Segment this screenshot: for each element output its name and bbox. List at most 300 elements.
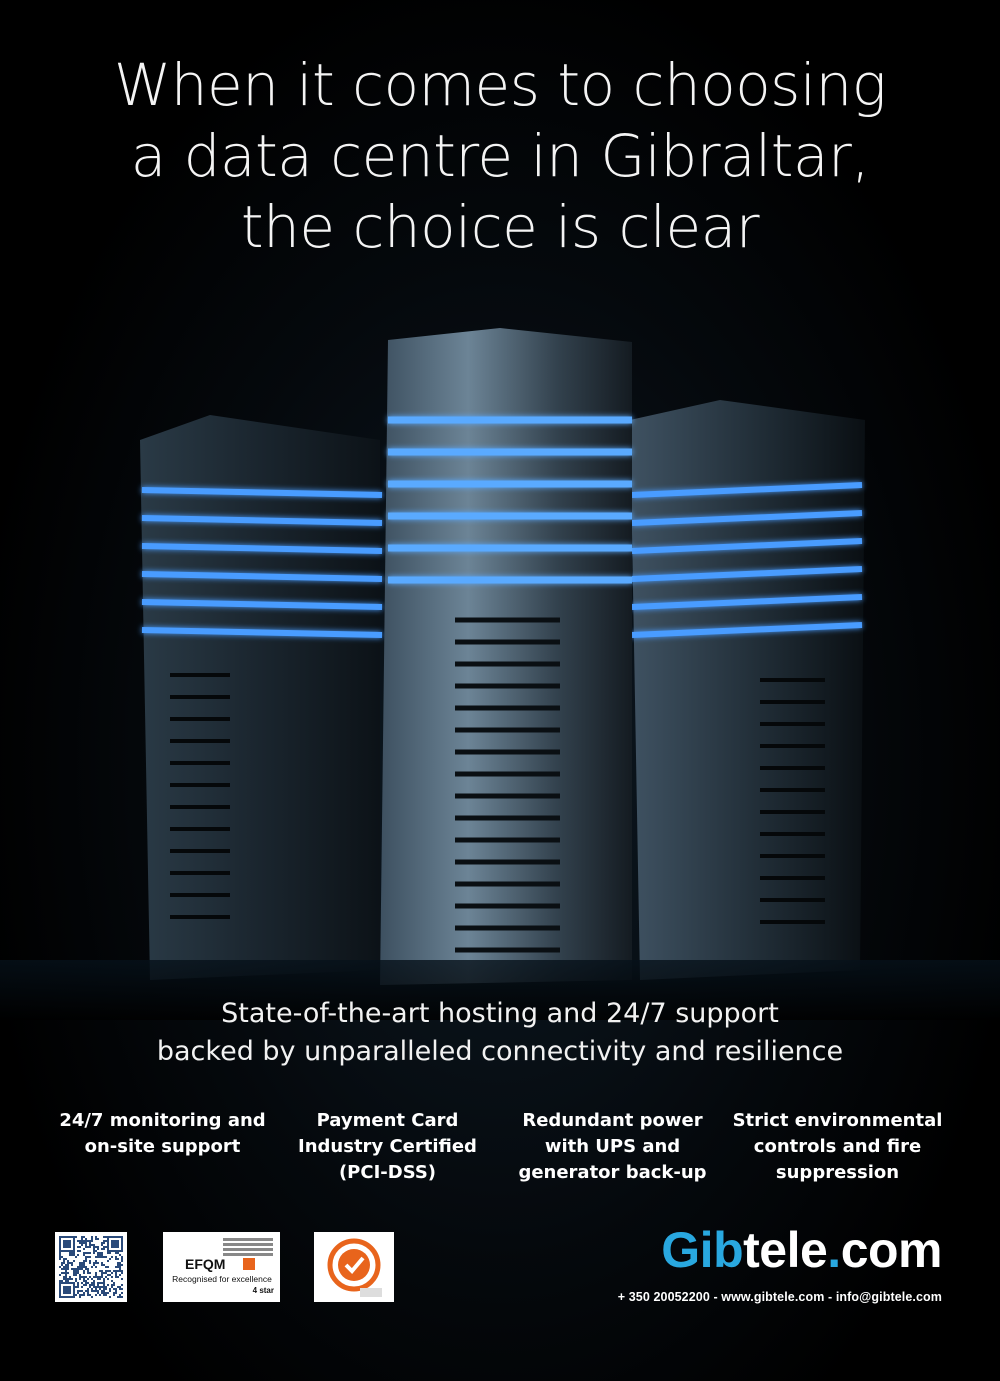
qr-module bbox=[83, 1284, 85, 1286]
qr-module bbox=[85, 1268, 87, 1270]
headline-line-1: When it comes to choosing bbox=[113, 51, 887, 119]
qr-module bbox=[65, 1258, 67, 1260]
qr-module bbox=[103, 1290, 105, 1292]
qr-module bbox=[73, 1260, 75, 1262]
qr-module bbox=[77, 1270, 79, 1272]
qr-module bbox=[75, 1256, 77, 1258]
qr-module bbox=[89, 1246, 91, 1248]
qr-module bbox=[77, 1246, 79, 1248]
qr-module bbox=[61, 1272, 63, 1274]
qr-module bbox=[121, 1292, 123, 1294]
qr-module bbox=[105, 1294, 107, 1296]
qr-module bbox=[61, 1262, 63, 1264]
qr-module bbox=[85, 1256, 87, 1258]
feature-text: (PCI-DSS) bbox=[338, 1162, 437, 1183]
qr-module bbox=[101, 1242, 103, 1244]
qr-module bbox=[75, 1272, 77, 1274]
qr-module bbox=[113, 1292, 115, 1294]
qr-module bbox=[87, 1270, 89, 1272]
qr-module bbox=[87, 1278, 89, 1280]
server-tower-left bbox=[140, 415, 382, 980]
qr-module bbox=[73, 1268, 75, 1270]
qr-module bbox=[89, 1284, 91, 1286]
feature-text: generator back-up bbox=[518, 1162, 707, 1183]
qr-module bbox=[63, 1258, 65, 1260]
qr-module bbox=[97, 1282, 99, 1284]
qr-module bbox=[101, 1282, 103, 1284]
qr-module bbox=[101, 1276, 103, 1278]
qr-module bbox=[89, 1276, 91, 1278]
qr-module bbox=[95, 1294, 97, 1296]
contact-details: + 350 20052200 - www.gibtele.com - info@gibtele.com bbox=[617, 1290, 942, 1304]
qr-module bbox=[111, 1240, 119, 1248]
qr-module bbox=[111, 1272, 113, 1274]
qr-module bbox=[81, 1238, 83, 1240]
qr-module bbox=[79, 1246, 81, 1248]
qr-module bbox=[65, 1266, 67, 1268]
qr-module bbox=[79, 1262, 81, 1264]
qr-module bbox=[85, 1284, 87, 1286]
qr-module bbox=[89, 1286, 91, 1288]
qr-module bbox=[59, 1256, 61, 1258]
qr-module bbox=[103, 1278, 105, 1280]
feature-monitoring bbox=[50, 1108, 275, 1186]
subheadline bbox=[0, 995, 1000, 1071]
qr-module bbox=[103, 1236, 105, 1238]
efqm-square-icon bbox=[243, 1258, 255, 1270]
qr-module bbox=[61, 1280, 63, 1282]
qr-module bbox=[85, 1282, 87, 1284]
qr-module bbox=[59, 1266, 61, 1268]
qr-module bbox=[99, 1276, 101, 1278]
brand-part-tele: tele bbox=[743, 1222, 828, 1278]
qr-module bbox=[77, 1240, 79, 1242]
qr-module bbox=[63, 1262, 65, 1264]
qr-module bbox=[79, 1268, 81, 1270]
qr-module bbox=[83, 1252, 85, 1254]
server-tower-center bbox=[380, 328, 632, 985]
qr-module bbox=[121, 1258, 123, 1260]
qr-module bbox=[97, 1256, 99, 1258]
qr-module bbox=[93, 1244, 95, 1246]
qr-module bbox=[65, 1272, 67, 1274]
feature-text: Strict environmental bbox=[732, 1110, 943, 1131]
qr-module bbox=[77, 1290, 79, 1292]
qr-module bbox=[83, 1294, 85, 1296]
qr-module bbox=[119, 1268, 121, 1270]
qr-module bbox=[83, 1292, 85, 1294]
qr-module bbox=[83, 1260, 85, 1262]
qr-module bbox=[61, 1264, 63, 1266]
qr-module bbox=[71, 1268, 73, 1270]
qr-module bbox=[93, 1282, 95, 1284]
qr-module bbox=[75, 1294, 77, 1296]
qr-module bbox=[69, 1254, 71, 1256]
qr-module bbox=[95, 1238, 97, 1240]
qr-module bbox=[63, 1276, 65, 1278]
qr-module bbox=[115, 1272, 117, 1274]
qr-module bbox=[107, 1292, 109, 1294]
qr-module bbox=[119, 1274, 121, 1276]
qr-module bbox=[107, 1266, 109, 1268]
qr-module bbox=[79, 1240, 81, 1242]
qr-module bbox=[75, 1278, 77, 1280]
qr-module bbox=[99, 1294, 101, 1296]
qr-module bbox=[95, 1288, 97, 1290]
qr-module bbox=[81, 1262, 83, 1264]
qr-module bbox=[95, 1286, 97, 1288]
qr-module bbox=[121, 1264, 123, 1266]
qr-module bbox=[97, 1246, 99, 1248]
qr-module bbox=[71, 1264, 73, 1266]
server-tower-right bbox=[630, 400, 865, 980]
qr-module bbox=[81, 1266, 83, 1268]
qr-module bbox=[97, 1286, 99, 1288]
qr-code-icon[interactable] bbox=[55, 1232, 127, 1302]
qr-module bbox=[89, 1260, 91, 1262]
qr-module bbox=[93, 1262, 95, 1264]
qr-module bbox=[119, 1288, 121, 1290]
qr-module bbox=[97, 1290, 99, 1292]
qr-module bbox=[115, 1290, 117, 1292]
qr-module bbox=[73, 1254, 75, 1256]
qr-module bbox=[109, 1296, 111, 1298]
qr-module bbox=[83, 1278, 85, 1280]
feature-list bbox=[50, 1108, 950, 1186]
qr-module bbox=[111, 1276, 113, 1278]
qr-module bbox=[79, 1264, 81, 1266]
qr-module bbox=[75, 1268, 77, 1270]
qr-module bbox=[95, 1266, 97, 1268]
qr-module bbox=[81, 1244, 83, 1246]
qr-module bbox=[97, 1292, 99, 1294]
qr-module bbox=[103, 1284, 105, 1286]
qr-module bbox=[67, 1280, 69, 1282]
qr-module bbox=[101, 1292, 103, 1294]
qr-module bbox=[91, 1296, 93, 1298]
qr-module bbox=[93, 1246, 95, 1248]
qr-module bbox=[115, 1276, 117, 1278]
qr-module bbox=[93, 1286, 95, 1288]
qr-module bbox=[91, 1288, 93, 1290]
qr-module bbox=[79, 1266, 81, 1268]
qr-module bbox=[117, 1262, 119, 1264]
qr-module bbox=[115, 1274, 117, 1276]
qr-module bbox=[103, 1256, 105, 1258]
qr-module bbox=[103, 1294, 105, 1296]
qr-module bbox=[109, 1274, 111, 1276]
qr-module bbox=[107, 1270, 109, 1272]
qr-module bbox=[63, 1240, 71, 1248]
qr-module bbox=[103, 1288, 105, 1290]
qr-module bbox=[81, 1242, 83, 1244]
qr-module bbox=[85, 1242, 87, 1244]
qr-module bbox=[115, 1258, 117, 1260]
qr-module bbox=[93, 1284, 95, 1286]
qr-module bbox=[81, 1236, 83, 1238]
qr-module bbox=[89, 1242, 91, 1244]
qr-module bbox=[111, 1286, 113, 1288]
qr-module bbox=[79, 1276, 81, 1278]
qr-module bbox=[101, 1262, 103, 1264]
qr-module bbox=[121, 1278, 123, 1280]
qr-module bbox=[77, 1254, 79, 1256]
qr-module bbox=[65, 1268, 67, 1270]
feature-text: Payment Card bbox=[316, 1110, 459, 1131]
qr-module bbox=[105, 1256, 107, 1258]
qr-module bbox=[99, 1254, 101, 1256]
qr-module bbox=[89, 1244, 91, 1246]
qr-module bbox=[103, 1286, 105, 1288]
qr-module bbox=[101, 1290, 103, 1292]
qr-module bbox=[81, 1294, 83, 1296]
qr-module bbox=[59, 1280, 61, 1282]
qr-module bbox=[119, 1264, 121, 1266]
qr-module bbox=[91, 1266, 93, 1268]
qr-module bbox=[115, 1266, 117, 1268]
qr-module bbox=[91, 1240, 93, 1242]
qr-module bbox=[67, 1272, 69, 1274]
qr-module bbox=[67, 1262, 69, 1264]
qr-module bbox=[103, 1282, 105, 1284]
qr-module bbox=[103, 1240, 105, 1242]
qr-module bbox=[83, 1236, 85, 1238]
qr-module bbox=[63, 1260, 65, 1262]
qr-module bbox=[113, 1288, 115, 1290]
qr-module bbox=[105, 1266, 107, 1268]
qr-module bbox=[105, 1246, 107, 1248]
qr-module bbox=[83, 1254, 85, 1256]
qr-module bbox=[105, 1240, 107, 1242]
qr-module bbox=[85, 1252, 87, 1254]
feature-pci-dss bbox=[275, 1108, 500, 1186]
qr-module bbox=[59, 1252, 61, 1254]
qr-module bbox=[87, 1272, 89, 1274]
qr-module bbox=[115, 1288, 117, 1290]
qr-module bbox=[107, 1284, 109, 1286]
qr-module bbox=[77, 1284, 79, 1286]
qr-module bbox=[97, 1278, 99, 1280]
qr-module bbox=[59, 1258, 61, 1260]
qr-module bbox=[95, 1272, 97, 1274]
qr-module bbox=[111, 1256, 113, 1258]
efqm-stripes-icon bbox=[223, 1238, 273, 1258]
qr-module bbox=[95, 1236, 97, 1238]
qr-module bbox=[85, 1276, 87, 1278]
qr-module bbox=[93, 1252, 95, 1254]
qr-module bbox=[75, 1274, 77, 1276]
qr-module bbox=[95, 1260, 97, 1262]
qr-module bbox=[95, 1276, 97, 1278]
feature-text: 24/7 monitoring and bbox=[59, 1110, 266, 1131]
qr-module bbox=[101, 1286, 103, 1288]
subheadline-line-1: State-of-the-art hosting and 24/7 support bbox=[221, 998, 779, 1029]
qr-module bbox=[117, 1296, 119, 1298]
qr-module bbox=[67, 1268, 69, 1270]
qr-module bbox=[93, 1248, 95, 1250]
qr-module bbox=[89, 1252, 91, 1254]
qr-module bbox=[87, 1282, 89, 1284]
qr-module bbox=[95, 1262, 97, 1264]
qr-module bbox=[113, 1284, 115, 1286]
qr-module bbox=[83, 1242, 85, 1244]
qr-module bbox=[75, 1280, 77, 1282]
qr-module bbox=[117, 1276, 119, 1278]
qr-module bbox=[77, 1266, 79, 1268]
feature-text: on-site support bbox=[84, 1136, 241, 1157]
qr-module bbox=[95, 1250, 97, 1252]
qr-module bbox=[83, 1262, 85, 1264]
qr-module bbox=[115, 1252, 117, 1254]
qr-module bbox=[89, 1240, 91, 1242]
qr-module bbox=[99, 1282, 101, 1284]
qr-module bbox=[77, 1250, 79, 1252]
qr-module bbox=[83, 1276, 85, 1278]
qr-module bbox=[117, 1270, 119, 1272]
qr-module bbox=[65, 1270, 67, 1272]
qr-module bbox=[77, 1286, 79, 1288]
qr-module bbox=[101, 1252, 103, 1254]
qr-module bbox=[61, 1268, 63, 1270]
qr-module bbox=[91, 1278, 93, 1280]
qr-module bbox=[121, 1272, 123, 1274]
qr-module bbox=[87, 1288, 89, 1290]
qr-module bbox=[121, 1256, 123, 1258]
qr-module bbox=[87, 1256, 89, 1258]
qr-module bbox=[115, 1292, 117, 1294]
qr-module bbox=[121, 1296, 123, 1298]
qr-module bbox=[81, 1286, 83, 1288]
qr-module bbox=[121, 1270, 123, 1272]
qr-module bbox=[109, 1258, 111, 1260]
qr-module bbox=[85, 1240, 87, 1242]
qr-module bbox=[109, 1270, 111, 1272]
qr-module bbox=[107, 1260, 109, 1262]
qr-module bbox=[93, 1250, 95, 1252]
qr-module bbox=[101, 1264, 103, 1266]
efqm-logo: EFQM bbox=[185, 1256, 226, 1272]
feature-text: Industry Certified bbox=[298, 1136, 477, 1157]
qr-module bbox=[67, 1260, 69, 1262]
qr-module bbox=[63, 1286, 71, 1294]
qr-module bbox=[77, 1272, 79, 1274]
qr-module bbox=[101, 1244, 103, 1246]
qr-module bbox=[119, 1262, 121, 1264]
qr-module bbox=[79, 1274, 81, 1276]
qr-module bbox=[85, 1290, 87, 1292]
gibtelecom-logo[interactable] bbox=[661, 1220, 942, 1280]
qr-module bbox=[81, 1290, 83, 1292]
qr-module bbox=[85, 1258, 87, 1260]
qr-module bbox=[65, 1278, 67, 1280]
qr-module bbox=[91, 1290, 93, 1292]
qr-module bbox=[121, 1284, 123, 1286]
qr-module bbox=[81, 1276, 83, 1278]
qr-module bbox=[117, 1252, 119, 1254]
qr-module bbox=[93, 1264, 95, 1266]
qr-module bbox=[77, 1292, 79, 1294]
qr-module bbox=[101, 1256, 103, 1258]
qr-module bbox=[87, 1268, 89, 1270]
feature-text: Redundant power bbox=[522, 1110, 703, 1131]
sgs-iso-certification-seal-icon bbox=[314, 1232, 394, 1302]
qr-module bbox=[113, 1270, 115, 1272]
qr-module bbox=[97, 1248, 99, 1250]
qr-module bbox=[121, 1260, 123, 1262]
qr-module bbox=[77, 1282, 79, 1284]
qr-module bbox=[85, 1244, 87, 1246]
qr-module bbox=[101, 1274, 103, 1276]
qr-module bbox=[65, 1280, 67, 1282]
qr-module bbox=[89, 1262, 91, 1264]
qr-module bbox=[99, 1288, 101, 1290]
qr-module bbox=[107, 1252, 109, 1254]
qr-module bbox=[71, 1254, 73, 1256]
feature-redundant-power bbox=[500, 1108, 725, 1186]
qr-module bbox=[85, 1266, 87, 1268]
qr-module bbox=[119, 1294, 121, 1296]
qr-module bbox=[105, 1288, 107, 1290]
brand-part-gib: Gib bbox=[661, 1222, 744, 1278]
qr-module bbox=[85, 1280, 87, 1282]
qr-module bbox=[81, 1240, 83, 1242]
qr-module bbox=[71, 1262, 73, 1264]
qr-module bbox=[93, 1290, 95, 1292]
qr-module bbox=[93, 1280, 95, 1282]
qr-module bbox=[103, 1292, 105, 1294]
qr-module bbox=[105, 1270, 107, 1272]
qr-module bbox=[81, 1282, 83, 1284]
qr-module bbox=[97, 1238, 99, 1240]
qr-module bbox=[87, 1246, 89, 1248]
qr-module bbox=[103, 1242, 105, 1244]
qr-module bbox=[101, 1272, 103, 1274]
qr-module bbox=[119, 1286, 121, 1288]
qr-module bbox=[99, 1286, 101, 1288]
qr-module bbox=[89, 1256, 91, 1258]
qr-module bbox=[97, 1276, 99, 1278]
qr-module bbox=[119, 1266, 121, 1268]
qr-module bbox=[111, 1284, 113, 1286]
qr-module bbox=[61, 1256, 63, 1258]
brand-part-com: com bbox=[840, 1222, 942, 1278]
qr-module bbox=[91, 1238, 93, 1240]
qr-module bbox=[121, 1288, 123, 1290]
efqm-badge bbox=[163, 1232, 280, 1302]
feature-text: controls and fire bbox=[753, 1136, 922, 1157]
qr-module bbox=[95, 1246, 97, 1248]
qr-module bbox=[73, 1274, 75, 1276]
qr-module bbox=[95, 1256, 97, 1258]
qr-module bbox=[97, 1254, 99, 1256]
qr-module bbox=[97, 1284, 99, 1286]
qr-module bbox=[69, 1276, 71, 1278]
qr-module bbox=[91, 1244, 93, 1246]
qr-module bbox=[109, 1288, 111, 1290]
subheadline-line-2: backed by unparalleled connectivity and resilience bbox=[156, 1035, 844, 1067]
qr-module bbox=[67, 1278, 69, 1280]
qr-module bbox=[111, 1280, 113, 1282]
qr-module bbox=[83, 1264, 85, 1266]
qr-module bbox=[99, 1270, 101, 1272]
qr-module bbox=[105, 1236, 107, 1238]
qr-module bbox=[97, 1262, 99, 1264]
qr-module bbox=[77, 1268, 79, 1270]
qr-module bbox=[83, 1280, 85, 1282]
qr-module bbox=[103, 1280, 105, 1282]
qr-module bbox=[83, 1248, 85, 1250]
qr-module bbox=[87, 1292, 89, 1294]
